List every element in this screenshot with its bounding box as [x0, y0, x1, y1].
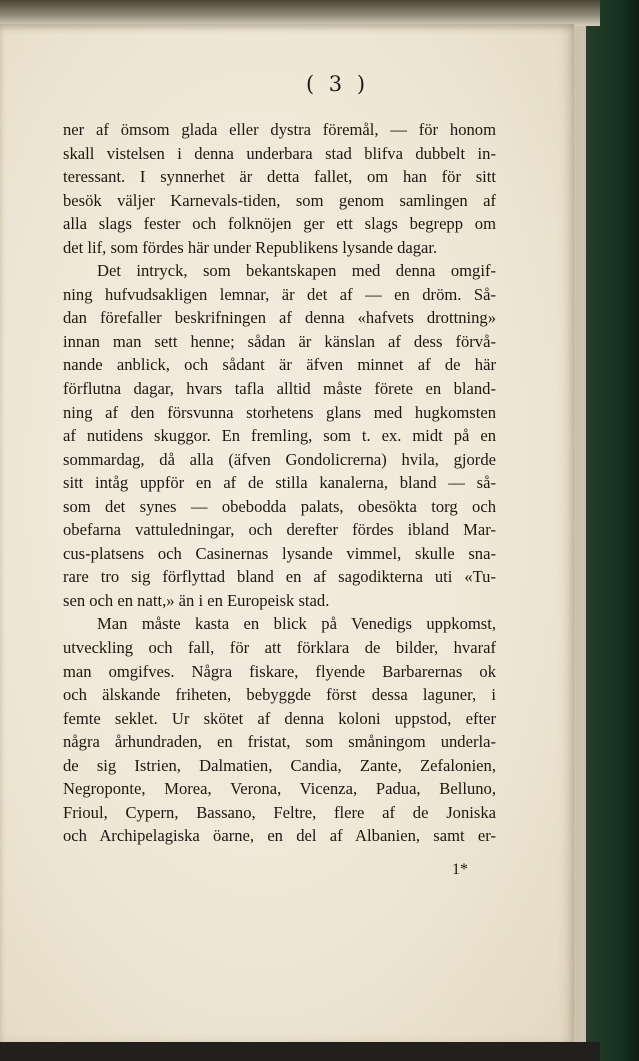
page-edges [572, 20, 586, 1045]
text-line: obefarna vattuledningar, och derefter fördes ibland Mar- [63, 520, 496, 540]
text-line: teressant. I synnerhet är detta fallet, om han för sitt [63, 167, 496, 187]
text-line: och älskande friheten, bebyggde först dessa laguner, i [63, 685, 496, 705]
text-line: Frioul, Cypern, Bassano, Feltre, flere af de Joniska [63, 802, 496, 822]
text-line: cus-platsens och Casinernas lysande vimmel, skulle sna- [63, 543, 496, 563]
text-line: Det intryck, som bekantskapen med denna omgif- [97, 261, 496, 281]
text-line: alla slags fester och folknöjen ger ett slags begrepp om [63, 214, 496, 234]
text-line: femte seklet. Ur skötet af denna koloni uppstod, efter [63, 708, 496, 728]
signature-mark: 1* [452, 861, 468, 878]
text-line: ner af ömsom glada eller dystra föremål, — för honom [63, 120, 496, 139]
text-line: förflutna dagar, hvars tafla alltid måste förete en bland- [63, 379, 496, 399]
text-line: man omgifves. Några fiskare, flyende Barbarernas ok [63, 661, 496, 681]
text-line: ning af den försvunna storhetens glans med hugkomsten [63, 402, 496, 422]
text-line: sommardag, då alla (äfven Gondolicrerna) hvila, gjorde [63, 449, 496, 469]
text-line: som det synes — obebodda palats, obesökta torg och [63, 496, 496, 516]
text-line: de sig Istrien, Dalmatien, Candia, Zante, Zefalonien, [63, 755, 496, 775]
text-line: sen och en natt,» än i en Europeisk stad. [63, 590, 330, 610]
text-line: sitt intåg uppför en af de stilla kanalerna, bland — så- [63, 473, 496, 493]
text-line: utveckling och fall, för att förklara de bilder, hvaraf [63, 638, 496, 658]
text-line: innan man sett henne; sådan är känslan af dess förvå- [63, 331, 496, 351]
text-line: och Archipelagiska öarne, en del af Albanien, samt er- [63, 826, 496, 846]
text-line: dan förefaller beskrifningen af denna «hafvets drottning» [63, 308, 496, 328]
text-line: nande anblick, och sådant är äfven minnet af de här [63, 355, 496, 375]
text-line: några århundraden, en fristat, som småningom underla- [63, 732, 496, 752]
text-line: besök väljer Karnevals-tiden, som genom samlingen af [63, 190, 496, 210]
paragraph [63, 612, 496, 847]
top-page-edge [0, 0, 600, 26]
bottom-background [0, 1042, 600, 1061]
page-number: ( 3 ) [305, 72, 370, 96]
text-line: Man måste kasta en blick på Venedigs uppkomst, [97, 614, 496, 634]
paragraph [63, 118, 496, 259]
text-line: Negroponte, Morea, Verona, Vicenza, Padua, Belluno, [63, 779, 496, 799]
text-line: det lif, som fördes här under Republikens lysande dagar. [63, 237, 438, 257]
text-line: ning hufvudsakligen lemnar, är det af — en dröm. Så- [63, 284, 496, 304]
text-line: rare tro sig förflyttad bland en af sagodikterna uti «Tu- [63, 567, 496, 587]
book-cover-edge [578, 0, 639, 1061]
paragraph [63, 259, 496, 612]
body-text [63, 118, 496, 848]
text-line: skall vistelsen i denna underbara stad blifva dubbelt in- [63, 143, 496, 163]
text-line: af nutidens skuggor. En fremling, som t. ex. midt på en [63, 426, 496, 446]
